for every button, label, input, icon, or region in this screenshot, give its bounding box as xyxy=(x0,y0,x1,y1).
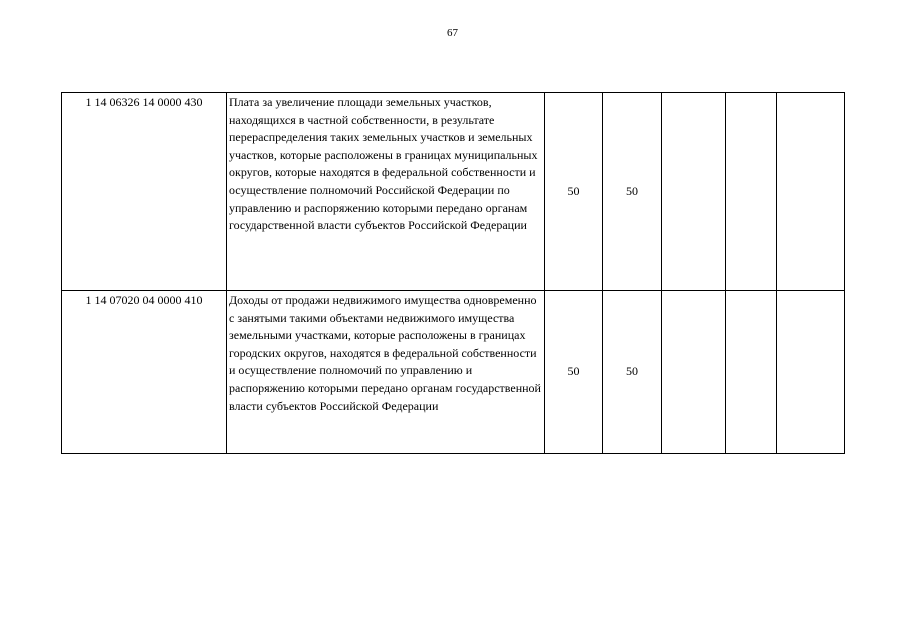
table-row xyxy=(62,93,845,291)
kbk-code-cell: 1 14 07020 04 0000 410 xyxy=(62,291,227,454)
value-cell xyxy=(726,93,777,291)
description-cell: Доходы от продажи недвижимого имущества одновременно с занятыми такими объектами недвижимого имущества земельными участками, которые расположены в границах городских округов, находятся в федеральной собственности и осуществление полномочий по управлению и распоряжению которыми передано органам государственной власти субъектов Российской Федерации xyxy=(227,291,545,454)
value-cell: 50 xyxy=(545,291,603,454)
value-cell xyxy=(662,291,726,454)
value-cell: 50 xyxy=(545,93,603,291)
description-cell: Плата за увеличение площади земельных участков, находящихся в частной собственности, в результате перераспределения таких земельных участков и земельных участков, которые расположены в границах муниципальных округов, которые находятся в федеральной собственности и осуществление полномочий Российской Федерации по управлению и распоряжению которыми передано органам государственной власти субъектов Российской Федерации xyxy=(227,93,545,291)
kbk-code-cell: 1 14 06326 14 0000 430 xyxy=(62,93,227,291)
value-cell: 50 xyxy=(603,291,662,454)
value-cell xyxy=(726,291,777,454)
page-number: 67 xyxy=(447,27,458,39)
table-row xyxy=(62,291,845,454)
value-cell: 50 xyxy=(603,93,662,291)
value-cell xyxy=(777,291,845,454)
value-cell xyxy=(662,93,726,291)
revenue-table xyxy=(61,92,845,454)
value-cell xyxy=(777,93,845,291)
